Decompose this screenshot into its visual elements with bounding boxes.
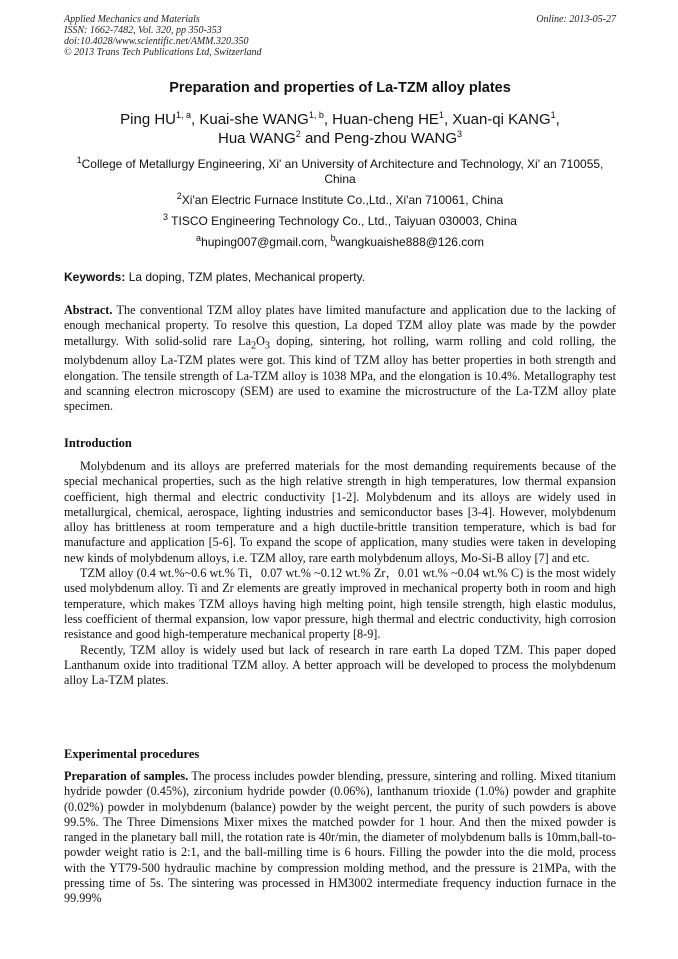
section-heading-experimental: Experimental procedures	[64, 747, 200, 761]
author-emails	[64, 235, 616, 250]
subsection-label: Preparation of samples.	[64, 769, 189, 783]
author-name: and Peng-zhou WANG	[300, 130, 457, 147]
abstract-text: doping, sintering, hot rolling, warm rolling and cold rolling, the molybdenum alloy La-TZM plates were got. This kind of TZM alloy has better properties in both strength and elongation. The tensile strength of La-TZM alloy is 1038 MPa, and the elongation is 10.4%. Metallography test and scanning electron microscopy (SEM) are used to examine the microstructure of the La-TZM alloy plate specimen.	[64, 333, 617, 414]
affiliation-text: TISCO Engineering Technology Co., Ltd., Taiyuan 030003, China	[168, 214, 517, 228]
email-mark: b	[330, 233, 336, 243]
author-name: Ping HU	[120, 111, 176, 128]
affiliation-1	[64, 157, 616, 187]
abstract-text: O	[256, 333, 265, 348]
author-separator: ,	[555, 111, 560, 128]
journal-name: Applied Mechanics and Materials	[64, 14, 200, 25]
email-mark: a	[196, 233, 202, 243]
affiliation-text: College of Metallurgy Engineering, Xi' an University of Architecture and Technology, Xi' an 710055, China	[81, 157, 604, 186]
author-name: , Kuai-she WANG	[191, 111, 309, 128]
experimental-body	[64, 769, 616, 907]
author-name: , Huan-cheng HE	[323, 111, 439, 128]
paper-title: Preparation and properties of La-TZM alloy plates	[169, 80, 511, 96]
introduction-body	[64, 459, 616, 688]
author-affil-mark: 1, b	[308, 110, 324, 120]
affiliation-mark: 1	[76, 155, 82, 165]
email-link[interactable]: huping007@gmail.com,	[201, 235, 331, 249]
keywords-label: Keywords:	[64, 270, 126, 284]
journal-header	[64, 14, 616, 58]
author-affil-mark: 1	[550, 110, 556, 120]
email-link[interactable]: wangkuaishe888@126.com	[335, 235, 484, 249]
abstract-label: Abstract.	[64, 303, 113, 317]
author-name: , Xuan-qi KANG	[443, 111, 551, 128]
keywords	[64, 270, 616, 284]
affiliation-3	[64, 214, 616, 229]
journal-copyright: © 2013 Trans Tech Publications Ltd, Switzerland	[64, 47, 262, 58]
subscript: 3	[264, 340, 270, 352]
author-affil-mark: 1, a	[176, 110, 192, 120]
affiliation-mark: 3	[163, 212, 169, 222]
paragraph: TZM alloy (0.4 wt.%~0.6 wt.% Ti，0.07 wt.% ~0.12 wt.% Zr，0.01 wt.% ~0.04 wt.% C) is the most widely used molybdenum alloy. Ti and Zr elements are greatly improved in mechanical property both in room and high temperature, which makes TZM alloys having high melting point, high tensile strength, high elastic modulus, less coefficient of thermal expansion, low vapor pressure, high thermal and electric conductivity, high corrosion resistance and good high-temperature mechanical property [8-9].	[64, 566, 616, 642]
journal-issn: ISSN: 1662-7482, Vol. 320, pp 350-353	[64, 25, 222, 36]
author-affil-mark: 1	[438, 110, 444, 120]
paragraph: Molybdenum and its alloys are preferred materials for the most demanding requirements because of the special mechanical properties, such as the high relative strength in high temperatures, low thermal expansion coefficient, high thermal and electric conductivity [1-2]. Molybdenum and its alloys are widely used in metallurgical, chemical, aerospace, lighting industries and semiconductor bases [3-4]. However, molybdenum alloy has brittleness at room temperature and a high ductile-brittle transition temperature, which is bad for manufacture and application [5-6]. To expand the scope of application, many studies were taken in developing new kinds of molybdenum alloys, i.e. TZM alloy, rare earth molybdenum alloys, Mo-Si-B alloy [7] and etc.	[64, 459, 616, 565]
author-affil-mark: 2	[295, 129, 301, 139]
affiliation-mark: 2	[176, 191, 182, 201]
affiliation-2	[64, 193, 616, 208]
author-list	[64, 110, 616, 148]
keywords-text: La doping, TZM plates, Mechanical property.	[125, 270, 366, 284]
abstract-text: The conventional TZM alloy plates have limited manufacture and application due to the lacking of enough mechanical property. To resolve this question, La doped TZM alloy plate was made by the powder metallurgy. With solid-solid rare La	[64, 303, 616, 348]
abstract	[64, 303, 616, 415]
section-heading-introduction: Introduction	[64, 436, 132, 450]
journal-doi: doi:10.4028/www.scientific.net/AMM.320.350	[64, 36, 249, 47]
paragraph	[64, 769, 616, 907]
paragraph: Recently, TZM alloy is widely used but lack of research in rare earth La doped TZM. This paper doped Lanthanum oxide into traditional TZM alloy. A better approach will be developed to process the molybdenum alloy La-TZM plates.	[64, 642, 616, 688]
online-date: Online: 2013-05-27	[536, 14, 616, 25]
subscript: 2	[250, 340, 257, 352]
author-affil-mark: 3	[457, 129, 463, 139]
affiliation-text: Xi'an Electric Furnace Institute Co.,Ltd., Xi'an 710061, China	[181, 193, 504, 207]
paragraph-text: The process includes powder blending, pressure, sintering and rolling. Mixed titanium hydride powder (0.45%), zirconium hydride powder (0.06%), lanthanum trioxide (1.0%) powder and graphite (0.02%) powder in molybdenum (balance) powder by the weight percent, the purity of such powders is above 99.5%. The Three Dimensions Mixer mixes the matched powder for 1 hour. And then the mixed powder is ranged in the planetary ball mill, the rotation rate is 40r/min, the diameter of molybdenum balls is 10mm,ball-to-powder weight ratio is 2:1, and the ball-milling time is 6 hours. Filling the powder into the die mold, process with the YT79-500 hydraulic machine by compression molding method, and the pressure is 21MPa, with the pressing time of 5s. The sintering was processed in HM3002 intermediate frequency induction furnace in the 99.99%	[64, 769, 616, 906]
author-name: Hua WANG	[217, 130, 296, 147]
